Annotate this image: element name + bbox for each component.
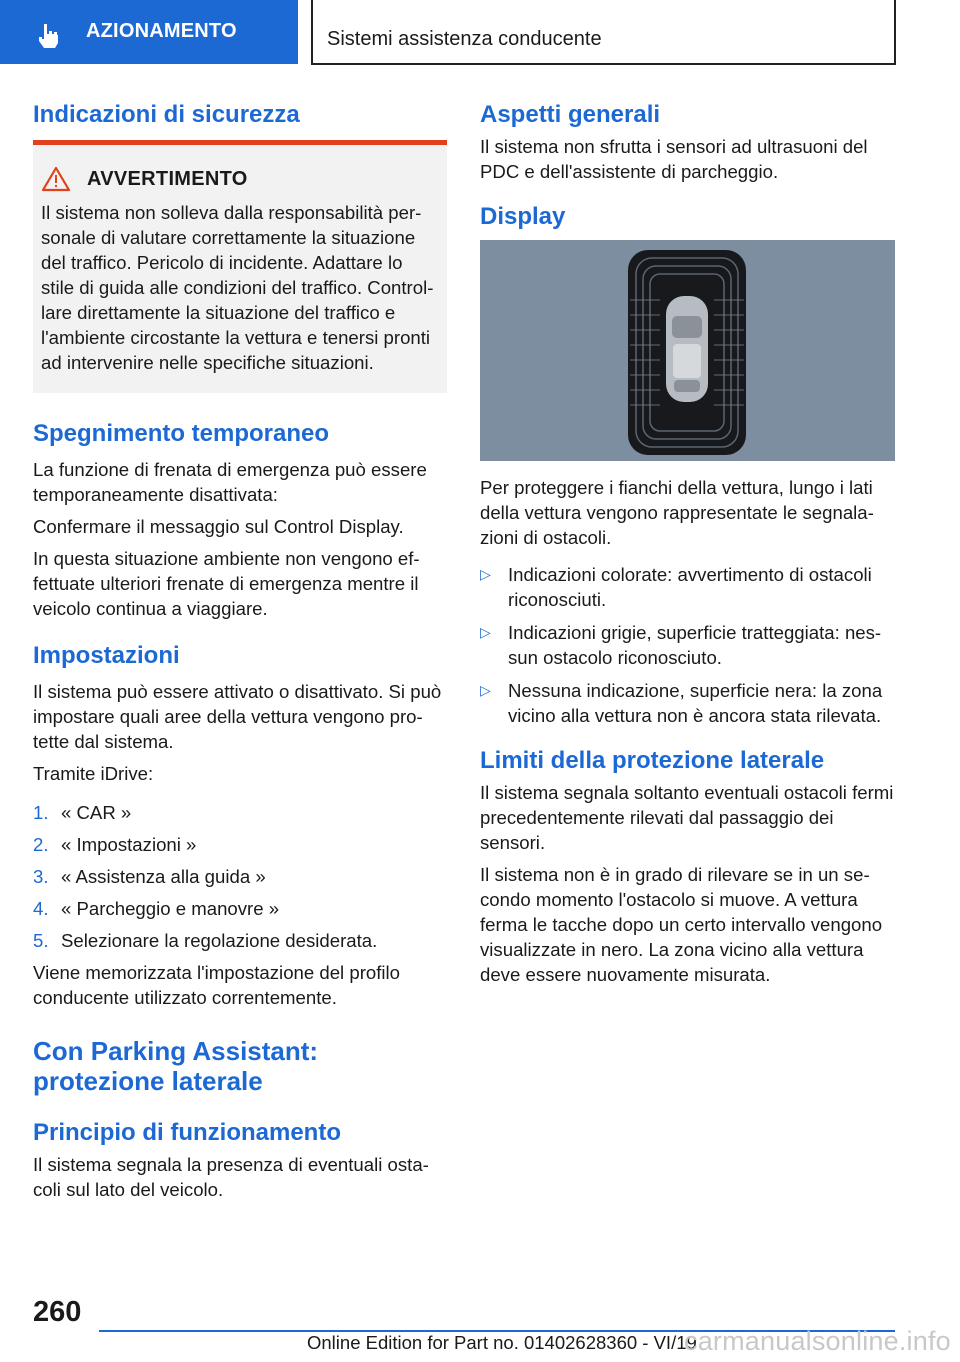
- paragraph: Il sistema può essere attivato o disattivato. Si può impostare quali aree della vettura vengono protette dal sistema.: [33, 681, 442, 752]
- warning-box: [33, 140, 447, 393]
- paragraph: Il sistema segnala soltanto eventuali ostacoli fermi precedentemente rilevati dal passaggio dei sensori.: [480, 782, 894, 853]
- triangle-bullet-icon: ▷: [480, 682, 491, 698]
- watermark: carmanualsonline.info: [684, 1326, 951, 1356]
- heading-temporary-off: Spegnimento temporaneo: [33, 420, 330, 447]
- hand-pointer-icon: [36, 22, 62, 48]
- paragraph: In questa situazione ambiente non vengono effettuate ulteriori frenate di emergenza mentre il veicolo continua a viaggiare.: [33, 548, 420, 619]
- paragraph: Viene memorizzata l'impostazione del profilo conducente utilizzato correntemente.: [33, 962, 400, 1008]
- list-item: 5. Selezionare la regolazione desiderata.: [33, 930, 378, 951]
- paragraph: La funzione di frenata di emergenza può essere temporaneamente disattivata:: [33, 459, 427, 505]
- paragraph: Il sistema non è in grado di rilevare se in un secondo momento l'ostacolo si muove. A vettura ferma le tacche dopo un certo intervallo vengono visualizzate in nero. La zona vicino alla vettura deve essere nuovamente misurata.: [480, 864, 883, 985]
- list-item: 2. « Impostazioni »: [33, 834, 197, 855]
- list-item: ▷ Nessuna indicazione, superficie nera: la zona vicino alla vettura non è ancora stata rilevata.: [480, 680, 883, 726]
- list-item: 4. « Parcheggio e manovre »: [33, 898, 280, 919]
- section-title: AZIONAMENTO: [86, 20, 237, 42]
- section-tab: [0, 0, 298, 64]
- warning-text: Il sistema non solleva dalla responsabilità personale di valutare correttamente la situazione del traffico. Pericolo di incidente. Adattare lo stile di guida alle condizioni del traffico. Controllare direttamente la situazione del traffico e l'ambiente circostante la vettura e tenersi pronti ad intervenire nelle specifiche situazioni.: [41, 202, 434, 373]
- paragraph: Il sistema segnala la presenza di eventuali ostacoli sul lato del veicolo.: [33, 1154, 429, 1200]
- right-column: [480, 100, 895, 994]
- heading-limits: Limiti della protezione laterale: [480, 747, 825, 774]
- heading-settings: Impostazioni: [33, 642, 180, 669]
- triangle-bullet-icon: ▷: [480, 624, 491, 640]
- paragraph: Per proteggere i fianchi della vettura, lungo i lati della vettura vengono rappresentate le segnalazioni di ostacoli.: [480, 477, 874, 548]
- list-item: 1. « CAR »: [33, 802, 132, 823]
- display-illustration: [480, 240, 895, 461]
- heading-principle: Principio di funzionamento: [33, 1119, 341, 1146]
- paragraph: Tramite iDrive:: [33, 763, 154, 784]
- list-item: 3. « Assistenza alla guida »: [33, 866, 266, 887]
- warning-title: AVVERTIMENTO: [87, 167, 248, 190]
- list-item: ▷ Indicazioni colorate: avvertimento di ostacoli riconosciuti.: [480, 564, 872, 610]
- list-item: ▷ Indicazioni grigie, superficie tratteggiata: nessun ostacolo riconosciuto.: [480, 622, 882, 668]
- chapter-title: Sistemi assistenza conducente: [327, 28, 602, 50]
- page-number: 260: [33, 1296, 82, 1328]
- warning-triangle-icon: [41, 166, 71, 192]
- heading-main: Con Parking Assistant: protezione laterale: [33, 1036, 319, 1096]
- heading-display: Display: [480, 203, 566, 230]
- heading-general: Aspetti generali: [480, 101, 661, 128]
- paragraph: Confermare il messaggio sul Control Display.: [33, 516, 404, 537]
- paragraph: Il sistema non sfrutta i sensori ad ultrasuoni del PDC e dell'assistente di parcheggio.: [480, 136, 868, 182]
- settings-steps: [33, 800, 447, 953]
- display-bullets: [480, 562, 895, 728]
- left-column: [33, 100, 447, 1209]
- edition-text: Online Edition for Part no. 01402628360 - VI/19: [307, 1332, 697, 1353]
- parking-display-graphic: [480, 240, 895, 461]
- chapter-header: [311, 0, 896, 65]
- heading-safety: Indicazioni di sicurezza: [33, 101, 300, 128]
- triangle-bullet-icon: ▷: [480, 566, 491, 582]
